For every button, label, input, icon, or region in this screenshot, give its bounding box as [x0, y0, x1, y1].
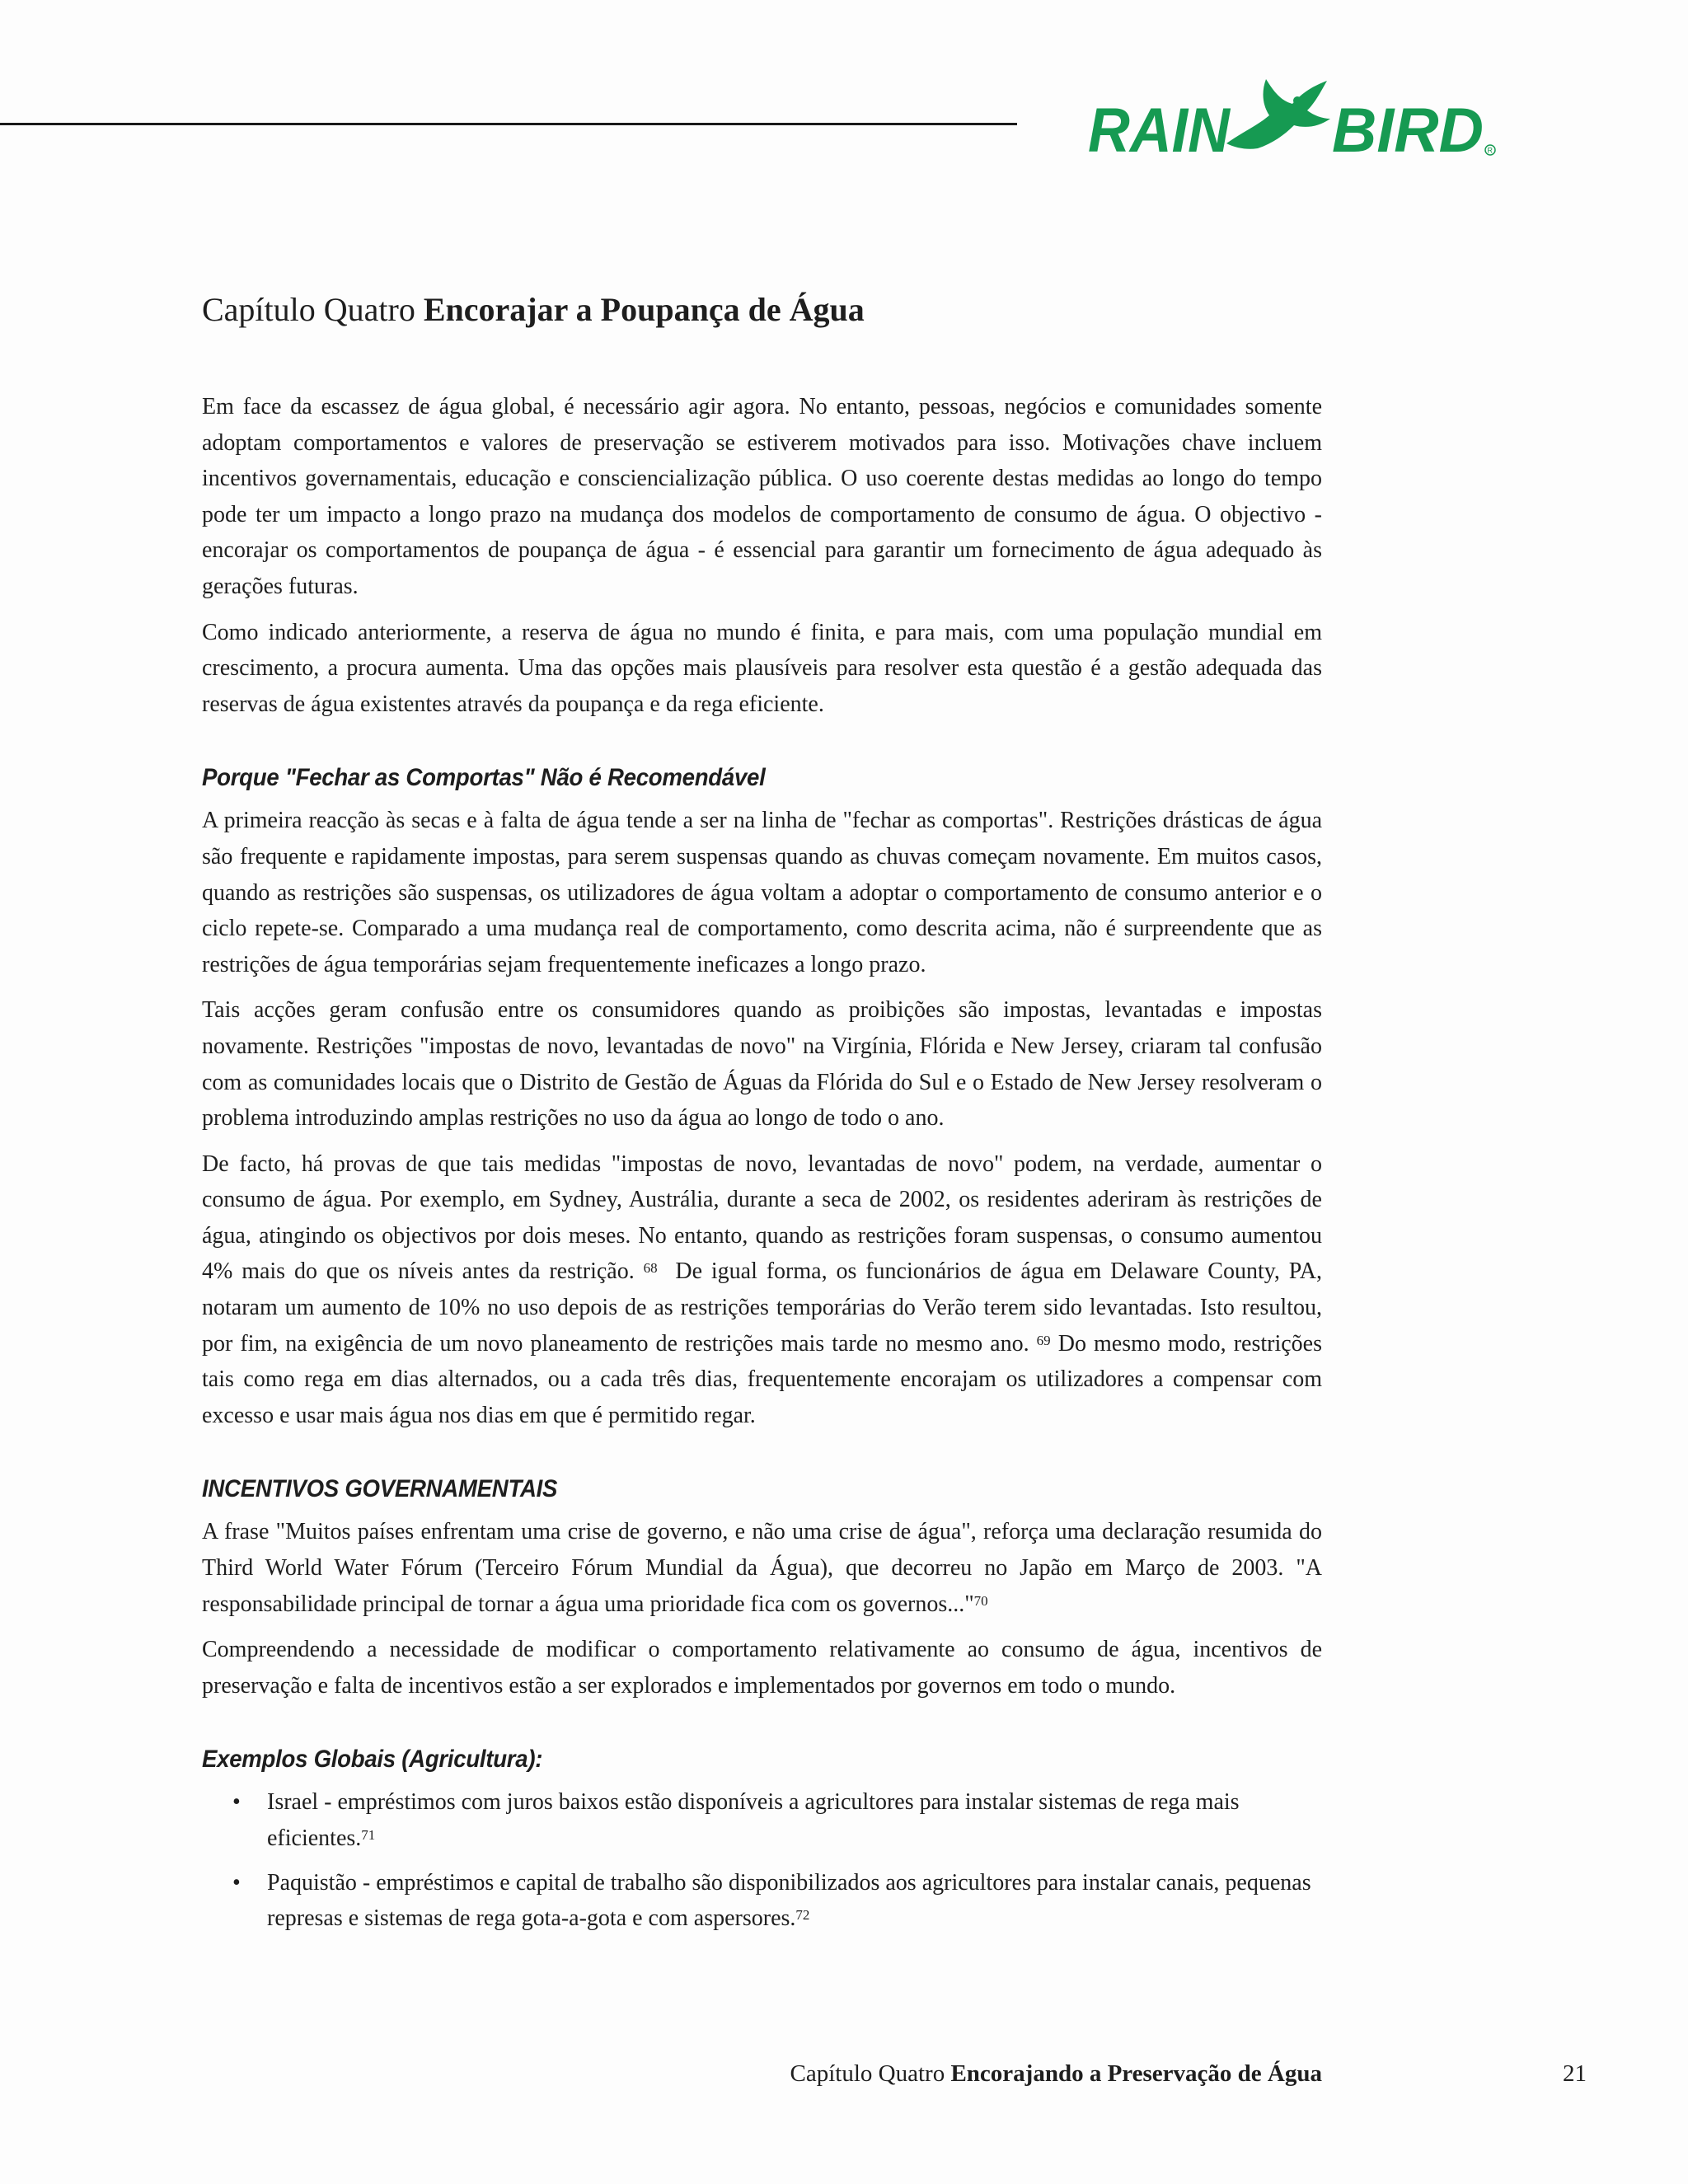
bullet-icon: • [232, 1789, 241, 1816]
list-item-text: Israel - empréstimos com juros baixos estão disponíveis a agricultores para instalar sistemas de rega mais eficientes. [267, 1789, 1240, 1851]
list-item-text: Paquistão - empréstimos e capital de trabalho são disponibilizados aos agricultores para instalar canais, pequenas represas e sistemas de rega gota-a-gota e com aspersores. [267, 1869, 1311, 1932]
footnote-ref-71: 71 [361, 1827, 376, 1843]
footnote-ref-69: 69 [1036, 1332, 1051, 1348]
footer-prefix: Capítulo Quatro [790, 2060, 945, 2087]
svg-text:R: R [1487, 146, 1493, 155]
section-heading-fechar-comportas: Porque "Fechar as Comportas" Não é Recomendável [202, 764, 766, 792]
section-heading-incentivos: INCENTIVOS GOVERNAMENTAIS [202, 1475, 558, 1503]
section1-paragraph-3 [202, 1146, 1322, 1434]
footnote-ref-68: 68 [643, 1260, 658, 1277]
section1-paragraph-2: Tais acções geram confusão entre os consumidores quando as proibições são impostas, levantadas e impostas novamente. Restrições "impostas de novo, levantadas de novo" na Virgínia, Flórida e New Jersey, criaram tal confusão com as comunidades locais que o Distrito de Gestão de Águas da Flórida do Sul e o Estado de New Jersey resolveram o problema introduzindo amplas restrições no uso da água ao longo de todo o ano. [202, 997, 1322, 1132]
section1-p3-text-b: De igual forma, os funcionários de água em Delaware County, PA, notaram um aumento de 10% no uso depois de as restrições temporárias do Verão terem sido levantadas. Isto resultou, por fim, na exigência de um novo planeamento de restrições mais tarde no mesmo ano. [202, 1258, 1323, 1357]
svg-text:BIRD: BIRD [1332, 96, 1484, 163]
page-footer [0, 2057, 1322, 2090]
footnote-ref-72: 72 [795, 1907, 810, 1924]
page-number: 21 [1563, 2060, 1587, 2087]
main-content [202, 389, 1322, 1945]
section2-paragraph-1 [202, 1514, 1322, 1622]
chapter-title [202, 290, 865, 330]
list-item [202, 1865, 1322, 1937]
intro-paragraph-2: Como indicado anteriormente, a reserva de água no mundo é finita, e para mais, com uma população mundial em crescimento, a procura aumenta. Uma das opções mais plausíveis para resolver esta questão é a gestão adequada das reservas de água existentes através da poupança e da rega eficiente. [202, 619, 1322, 717]
intro-paragraph-1: Em face da escassez de água global, é necessário agir agora. No entanto, pessoas, negócios e comunidades somente adoptam comportamentos e valores de preservação se estiverem motivados para isso. Motivações chave incluem incentivos governamentais, educação e consciencialização pública. O uso coerente destas medidas ao longo do tempo pode ter um impacto a longo prazo na mudança dos modelos de comportamento de consumo de água. O objectivo - encorajar os comportamentos de poupança de água - é essencial para garantir um fornecimento de água adequado às gerações futuras. [202, 394, 1322, 599]
chapter-title-bold: Encorajar a Poupança de Água [423, 291, 865, 328]
header-rule [0, 123, 1017, 125]
rain-bird-logo [1086, 68, 1500, 163]
section1-paragraph-1: A primeira reacção às secas e à falta de água tende a ser na linha de "fechar as comportas". Restrições drásticas de água são frequente e rapidamente impostas, para serem suspensas quando as chuvas começam novamente. Em muitos casos, quando as restrições são suspensas, os utilizadores de água voltam a adoptar o comportamento de consumo anterior e o ciclo repete-se. Comparado a uma mudança real de comportamento, como descrita acima, não é surpreendente que as restrições de água temporárias sejam frequentemente ineficazes a longo prazo. [202, 808, 1322, 977]
section-heading-exemplos: Exemplos Globais (Agricultura): [202, 1746, 543, 1774]
bullet-icon: • [232, 1869, 241, 1896]
bird-icon [1226, 79, 1330, 149]
footer-title: Encorajando a Preservação de Água [950, 2060, 1322, 2087]
footnote-ref-70: 70 [973, 1592, 988, 1609]
chapter-prefix: Capítulo Quatro [202, 291, 415, 328]
examples-list [202, 1784, 1322, 1936]
section2-paragraph-2: Compreendendo a necessidade de modificar o comportamento relativamente ao consumo de água, incentivos de preservação e falta de incentivos estão a ser explorados e implementados por governos em todo o mundo. [202, 1637, 1322, 1699]
svg-text:RAIN: RAIN [1088, 96, 1231, 163]
list-item [202, 1784, 1322, 1856]
section2-p1-text: A frase "Muitos países enfrentam uma crise de governo, e não uma crise de água", reforça uma declaração resumida do Third World Water Fórum (Terceiro Fórum Mundial da Água), que decorreu no Japão em Março de 2003. "A responsabilidade principal de tornar a água uma prioridade fica com os governos..." [202, 1519, 1322, 1617]
section1-p3-text-a: De facto, há provas de que tais medidas "impostas de novo, levantadas de novo" podem, na verdade, aumentar o consumo de água. Por exemplo, em Sydney, Austrália, durante a seca de 2002, os residentes aderiram às restrições de água, atingindo os objectivos por dois meses. No entanto, quando as restrições foram suspensas, o consumo aumentou 4% mais do que os níveis antes da restrição. [202, 1151, 1322, 1285]
section1-p3-text-c: Do mesmo modo, restrições tais como rega em dias alternados, ou a cada três dias, frequentemente encorajam os utilizadores a compensar com excesso e usar mais água nos dias em que é permitido regar. [202, 1330, 1323, 1428]
